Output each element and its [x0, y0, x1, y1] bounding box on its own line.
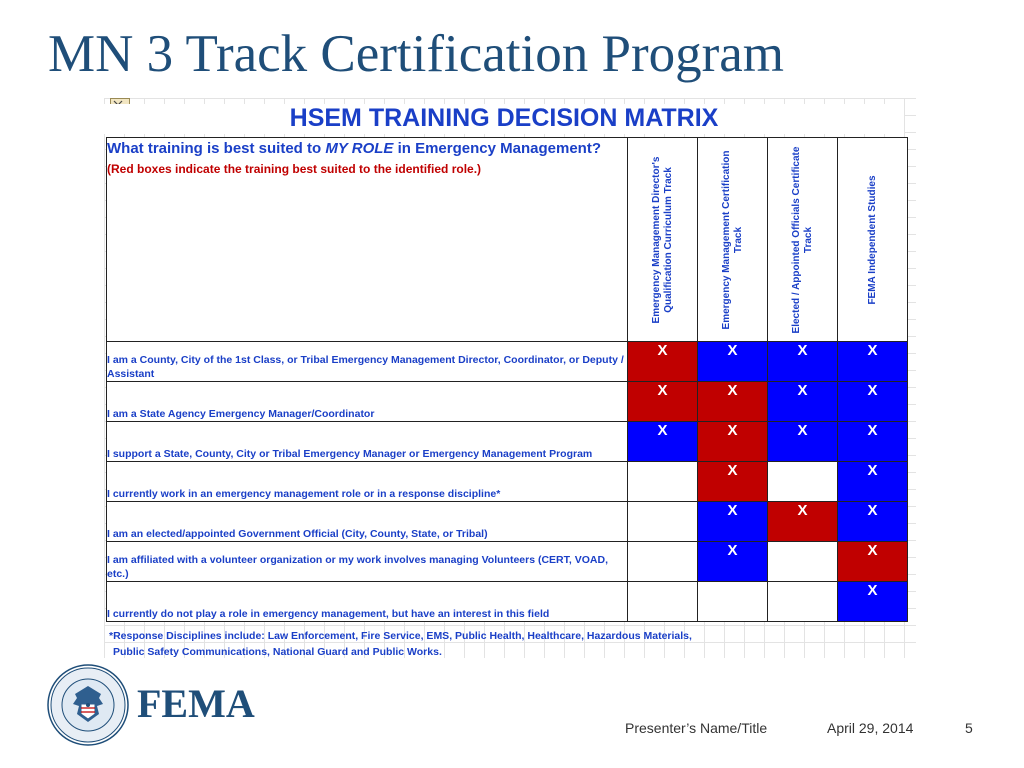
matrix-row	[107, 462, 908, 502]
matrix-header-row	[107, 138, 908, 342]
empty-cell	[768, 462, 838, 502]
column-header	[768, 138, 838, 342]
question-prefix: What training is best suited to	[107, 140, 326, 157]
recommended-mark-cell: X	[768, 502, 838, 542]
applicable-mark-cell: X	[838, 342, 908, 382]
role-cell: I am affiliated with a volunteer organization or my work involves managing Volunteers (CERT, VOAD, etc.)	[107, 542, 628, 582]
applicable-mark-cell: X	[838, 422, 908, 462]
empty-cell	[628, 542, 698, 582]
column-header-label: FEMA Independent Studies	[866, 174, 878, 305]
applicable-mark-cell: X	[768, 342, 838, 382]
applicable-mark-cell: X	[628, 422, 698, 462]
page-number: 5	[965, 720, 973, 736]
empty-cell	[628, 502, 698, 542]
column-header	[698, 138, 768, 342]
matrix-row	[107, 342, 908, 382]
matrix-title: HSEM TRAINING DECISION MATRIX	[104, 104, 904, 134]
question-emphasis: MY ROLE	[325, 140, 394, 157]
applicable-mark-cell: X	[768, 382, 838, 422]
fema-wordmark: FEMA	[137, 681, 255, 726]
matrix-row	[107, 542, 908, 582]
matrix-row	[107, 382, 908, 422]
role-cell: I am a State Agency Emergency Manager/Coordinator	[107, 382, 628, 422]
role-cell: I currently do not play a role in emergency management, but have an interest in this field	[107, 582, 628, 622]
question-header	[107, 138, 628, 342]
column-header-label: Emergency Management Director's Qualification Curriculum Track	[650, 156, 674, 323]
empty-cell	[698, 582, 768, 622]
empty-cell	[628, 462, 698, 502]
column-header-label: Emergency Management Certification Track	[720, 150, 744, 329]
recommended-mark-cell: X	[628, 342, 698, 382]
empty-cell	[768, 542, 838, 582]
empty-cell	[628, 582, 698, 622]
recommended-mark-cell: X	[628, 382, 698, 422]
applicable-mark-cell: X	[698, 342, 768, 382]
applicable-mark-cell: X	[838, 382, 908, 422]
column-header-label: Elected / Appointed Officials Certificate Track	[790, 146, 814, 333]
applicable-mark-cell: X	[838, 462, 908, 502]
footnote-line: Public Safety Communications, National Guard and Public Works.	[113, 646, 442, 658]
matrix-row	[107, 582, 908, 622]
decision-matrix-table	[106, 137, 908, 622]
matrix-row	[107, 502, 908, 542]
question-text	[107, 138, 627, 159]
dhs-seal-icon	[47, 664, 129, 746]
presenter-name: Presenter’s Name/Title	[625, 720, 768, 736]
applicable-mark-cell: X	[838, 582, 908, 622]
empty-cell	[768, 582, 838, 622]
role-cell: I am an elected/appointed Government Official (City, County, State, or Tribal)	[107, 502, 628, 542]
matrix-body	[107, 342, 908, 622]
footnote	[109, 628, 809, 660]
recommended-mark-cell: X	[838, 542, 908, 582]
recommended-mark-cell: X	[698, 462, 768, 502]
applicable-mark-cell: X	[768, 422, 838, 462]
applicable-mark-cell: X	[698, 502, 768, 542]
matrix-row	[107, 422, 908, 462]
footnote-line: *Response Disciplines include: Law Enforcement, Fire Service, EMS, Public Health, Healthcare, Hazardous Materials,	[109, 630, 692, 642]
slide-date: April 29, 2014	[827, 720, 914, 736]
question-note: (Red boxes indicate the training best suited to the identified role.)	[107, 162, 482, 176]
column-header	[838, 138, 908, 342]
applicable-mark-cell: X	[698, 542, 768, 582]
role-cell: I am a County, City of the 1st Class, or Tribal Emergency Management Director, Coordinator, or Deputy / Assistant	[107, 342, 628, 382]
recommended-mark-cell: X	[698, 382, 768, 422]
applicable-mark-cell: X	[838, 502, 908, 542]
role-cell: I currently work in an emergency management role or in a response discipline*	[107, 462, 628, 502]
column-header	[628, 138, 698, 342]
recommended-mark-cell: X	[698, 422, 768, 462]
slide-title: MN 3 Track Certification Program	[48, 25, 785, 83]
question-suffix: in Emergency Management?	[393, 140, 601, 157]
role-cell: I support a State, County, City or Tribal Emergency Manager or Emergency Management Program	[107, 422, 628, 462]
